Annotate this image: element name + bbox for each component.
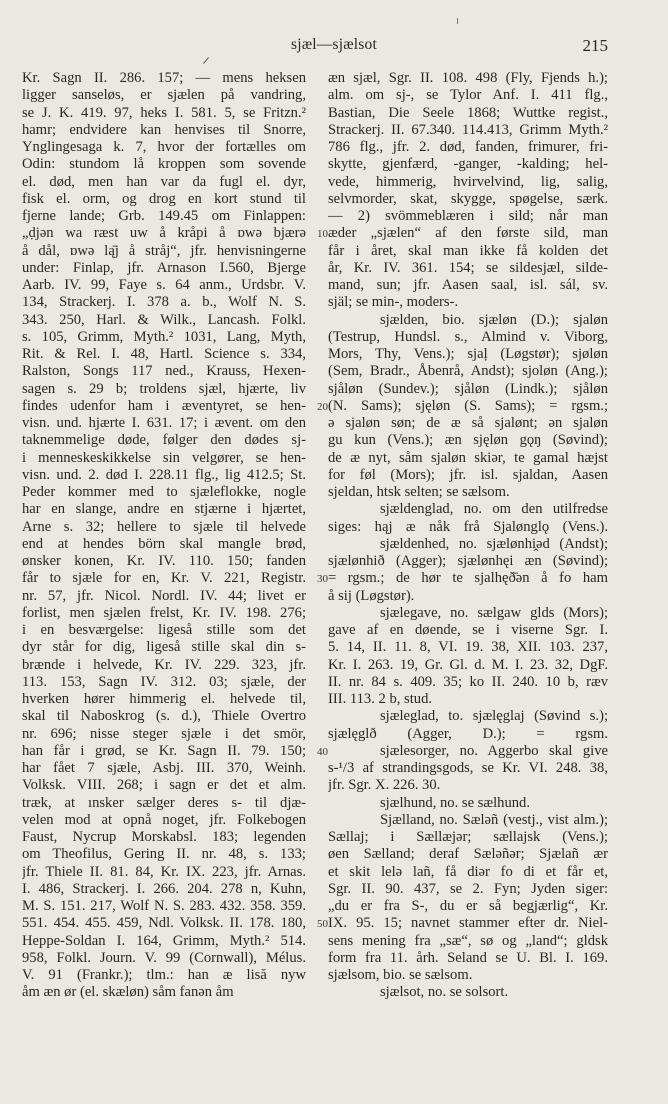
left-column-line: velen mod at opnå noget, jfr. Folkebogen [22,811,306,828]
left-column-line: Ralston, Songs 117 ned., Krauss, Hexen- [22,363,306,380]
right-column-line: ə sjaløn søn; de æ så sjalønt; ən sjaløn [328,415,608,431]
right-column-line: jfr. Sgr. X. 226. 30. [328,777,441,794]
left-column-line: end at hendes börn skal mangle brød, [22,535,306,552]
right-column-line: Sgr. II. 90. 437, se 2. Fyn; Jyden siger: [328,880,608,897]
right-column-line: Strackerj. II. 67.340. 114.413, Grimm Myth.² [328,121,608,138]
right-column-line: Sællaj; i Sællæjər; sællajsk (Vens.); [328,829,608,845]
left-column-line: Odin: stundom lå kroppen som sovende [22,156,306,173]
right-column-line: et skit lelə lañ, få diər fo di et får et, [328,863,608,880]
right-column-line: for føl (Mors); jfr. isl. sjaldan, Aasen [328,466,608,483]
line-number: 10 [317,228,328,241]
left-column-line: 958, Folkl. Journ. V. 99 (Cornwall), Mélus. [22,949,306,966]
left-column-line: Faust, Nycrup Morskabsl. 183; legenden [22,829,306,845]
right-column-line: gave af en døende, se i viserne Sgr. I. [328,622,608,638]
right-column-line: form fra 11. årh. Seland se U. Bl. I. 169. [328,949,608,966]
left-column-line: 113. 153, Sagn IV. 312. 03; sjæle, der [22,673,306,690]
right-column-line: vede, himmerig, hvirvelvind, lig, salig, [328,173,608,190]
left-column-line: taknemmelige døde, følger den dødes sj- [22,432,306,449]
left-column-line: fisk el. orm, og drog en kort stund til [22,190,306,207]
left-column-line: nr. 696; nisse steger sjæle i det smör, [22,725,306,742]
right-column-line: skytte, gjenfærd, -ganger, -kalding; hel- [328,156,608,173]
right-column-line: sjælegave, no. sælgaw glds (Mors); [380,604,608,621]
right-column-line: sjælhund, no. se sælhund. [380,794,531,811]
left-column-line: har en slange, andre en stjærne i hjærtet, [22,501,306,518]
left-column-line: om Theofilus, Gering II. nr. 48, s. 133; [22,846,306,863]
right-column-line: 786 flg., jfr. 2. død, fanden, frimurer, fri- [328,139,608,155]
right-column-line: å sij (Løgstør). [328,587,415,604]
line-number: 40 [317,745,328,758]
left-column-line: å dål, ɒwə lą̄j å stråj“, jfr. henvisningerne [22,242,306,259]
page-header [0,36,668,58]
right-column-line: själ; se min-, moders-. [328,294,459,311]
left-column-line: M. S. 151. 217, Wolf N. S. 283. 432. 358. 359. [22,898,306,914]
left-column-line: I. 486, Strackerj. I. 266. 204. 278 n, Kuhn, [22,880,306,897]
right-column-line: gu kun (Vens.); æn sjęløn gǫŋ (Søvind); [328,432,608,449]
right-column-line: IX. 95. 15; navnet stammer efter dr. Niel- [328,915,608,932]
left-column-line: Ynglingesaga k. 7, hvor der fortælles om [22,139,306,155]
left-column-line: 134, Strackerj. I. 378 a. b., Wolf N. S. [22,294,306,311]
left-column-line: Volksk. VIII. 268; i sagn er det et alm. [22,777,306,794]
right-column-line: Mors, Thy, Vens.); sjaļ (Løgstør); sjøløn [328,346,608,362]
right-column-line: „du er fra S-, du er så begjærlig“, Kr. [328,898,608,914]
left-column-line: „ḍjən wa ræst uw å kråpi å ɒwə bjærə [22,225,306,242]
right-column-line: sjældenhed, no. sjælønhi̭əd (Andst); [380,535,608,552]
line-number: 30 [317,573,328,586]
right-column-line: får i året, skal man ikke få kolden det [328,242,608,259]
left-column-line: Rit. & Rel. I. 48, Hartl. Science s. 334, [22,346,306,362]
right-column-line: = rgsm.; de hør te sjalhęð̄ən å fo ham [328,570,608,587]
right-column-line: selvmorder, skat, skygge, spøgelse, særk. [328,190,608,207]
right-column-line: sjælęglð (Agger, D.); = rgsm. [328,725,608,742]
left-column-line: nr. 57, jfr. Nicol. Nordl. IV. 44; livet er [22,587,306,604]
right-column-line: de æ nyt, såm sjaløn skiər, te gamal hæjst [328,449,608,466]
line-number: 20 [317,400,328,413]
left-column-line: i menneskeskikkelse sin velgører, se hen- [22,449,306,466]
right-column-line: — 2) svömmeblæren i sild; når man [328,208,608,224]
left-column-line: træk, at ınsker sælger deres s- til djæ- [22,794,306,811]
left-column-line: i en besværgelse: ligeså stille som det [22,622,306,638]
left-column-line: s. 105, Grimm, Myth.² 1031, Lang, Myth, [22,328,306,345]
margin-mark [457,18,458,24]
line-number: 50 [317,918,328,931]
right-column-line: (N. Sams); sjęløn (S. Sams); = rgsm.; [328,397,608,414]
page-number: 215 [582,36,608,55]
left-column-line: visn. und. hjærte I. 631. 17; i ævent. om den [22,415,306,431]
right-column-line: alm. om sj-, se Tylor Anf. I. 411 flg., [328,87,608,104]
left-column-line: se J. K. 419. 97, heks I. 581. 5, se Fritzn.² [22,104,306,121]
right-column-line: æn sjæl, Sgr. II. 108. 498 (Fly, Fjends h.); [328,70,608,86]
left-column-line: visn. und. 2. død I. 228.11 flg., lig 412.5; St. [22,466,306,483]
right-column-line: sjæleglad, to. sjælęglaj (Søvind s.); [380,708,608,725]
left-column-line: brænde i helvede, Kr. IV. 229. 323, jfr. [22,656,306,673]
right-column-line: (Sem, Bradr., Åbenrå, Andst); sjoløn (Ang.); [328,363,608,380]
right-column-line: siges: hąj æ nåk frå Sjaløngl̄ǫ (Vens.). [328,518,608,535]
right-column-line: 5. 14, II. 11. 8, VI. 19. 38, XII. 103. 237, [328,639,608,656]
right-column-line: sens mening fra „sæ“, sø og „land“; gldsk [328,932,608,949]
right-column-line: Bastian, Die Seele 1868; Wuttke regist., [328,104,608,121]
right-column-line: sjeldan, htsk selten; se sælsom. [328,484,510,500]
left-column-line: el. død, men han var da fugl el. dyr, [22,173,306,190]
right-column-line: III. 113. 2 b, stud. [328,691,433,707]
right-column [328,70,608,1002]
running-head: sjæl—sjælsot [291,36,377,53]
right-column-line: II. nr. 84 s. 409. 35; ko II. 240. 10 b, ræv [328,673,608,690]
pencil-tick-mark [203,57,209,64]
right-column-line: s-¹/3 af strandingsgods, se Kr. VI. 248. 38, [328,760,608,776]
left-column-line: jfr. Thiele II. 81. 84, Kr. IX. 223, jfr. Arnas. [22,863,306,880]
right-column-line: sjælsom, bio. se sælsom. [328,967,473,983]
left-column [22,70,306,1002]
left-column-line: fjerne lande; Grb. 149.45 om Finlappen: [22,208,306,224]
left-column-line: ønsker konen, Kr. IV. 110. 150; fanden [22,553,306,569]
left-column-line: Arne s. 32; hellere to sjæle til helvede [22,518,306,535]
left-column-line: ligger sanseløs, er sjælen på vandring, [22,87,306,104]
right-column-line: sjælsot, no. se solsort. [380,984,509,1001]
right-column-line: sjældenglad, no. om den utilfredse [380,501,608,518]
left-column-line: har fået 7 sjæle, Asbj. III. 370, Weinh. [22,760,306,776]
left-column-line: 551. 454. 455. 459, Ndl. Volksk. II. 178. 180, [22,915,306,932]
left-column-line: Heppe-Soldan I. 164, Grimm, Myth.² 514. [22,932,306,949]
right-column-line: (Testrup, Hundsl. s., Almind v. Viborg, [328,328,608,345]
left-column-line: hverken hører himmerig el. helvede til, [22,691,306,707]
right-column-line: sjåløn (Sundev.); sjåløn (Lindk.); sjåløn [328,380,608,397]
right-column-line: æder „sjælen“ af den første sild, man [328,225,608,242]
right-column-line: mand, sun; jfr. Aasen saal, isl. sál, sv. [328,277,608,293]
left-column-line: åm æn ør (el. skæløn) såm fanən åm [22,984,234,1001]
left-column-line: får to sjæle for en, Kr. V. 221, Registr. [22,570,306,587]
left-column-line: Peder kommer med to sjæleflokke, nogle [22,484,306,500]
right-column-line: sjælønhið (Agger); sjælønhęi æn (Søvind); [328,553,608,569]
right-column-line: sjælesorger, no. Aggerbo skal give [380,742,608,759]
right-column-line: Kr. I. 263. 19, Gr. Gl. d. M. I. 23. 32, DgF. [328,656,608,673]
left-column-line: sagen s. 29 b; troldens sjæl, hjærte, liv [22,380,306,397]
left-column-line: 343. 250, Harl. & Wilk., Lancash. Folkl. [22,311,306,328]
right-column-line: Sjælland, no. Sæləñ (vestj., vist alm.); [380,811,608,828]
left-column-line: hamr; endvidere kan henvises til Snorre, [22,121,306,138]
left-column-line: Aarb. IV. 99, Faye s. 64 anm., Urdsbr. V. [22,277,306,293]
right-column-line: år, Kr. IV. 361. 154; se sildesjæl, silde- [328,259,608,276]
left-column-line: forlist, men sjælen frelst, Kr. IV. 198. 276; [22,604,306,621]
left-column-line: dyr står for dig, ligeså stille skal din s- [22,639,306,656]
left-column-line: under: Finlap, jfr. Arnason I.560, Bjerge [22,259,306,276]
left-column-line: findes udenfor ham i æventyret, se hen- [22,397,306,414]
right-column-line: øen Sælland; deraf Sæləñər; Sjælañ ær [328,846,608,863]
left-column-line: skal til Naboskrog (s. d.), Thiele Overtro [22,708,306,725]
left-column-line: Kr. Sagn II. 286. 157; — mens heksen [22,70,306,86]
left-column-line: V. 91 (Frankr.); tlm.: han æ lisă nyw [22,967,306,983]
right-column-line: sjælden, bio. sjæløn (D.); sjaløn [380,311,608,328]
left-column-line: han får i grød, se Kr. Sagn II. 79. 150; [22,742,306,759]
